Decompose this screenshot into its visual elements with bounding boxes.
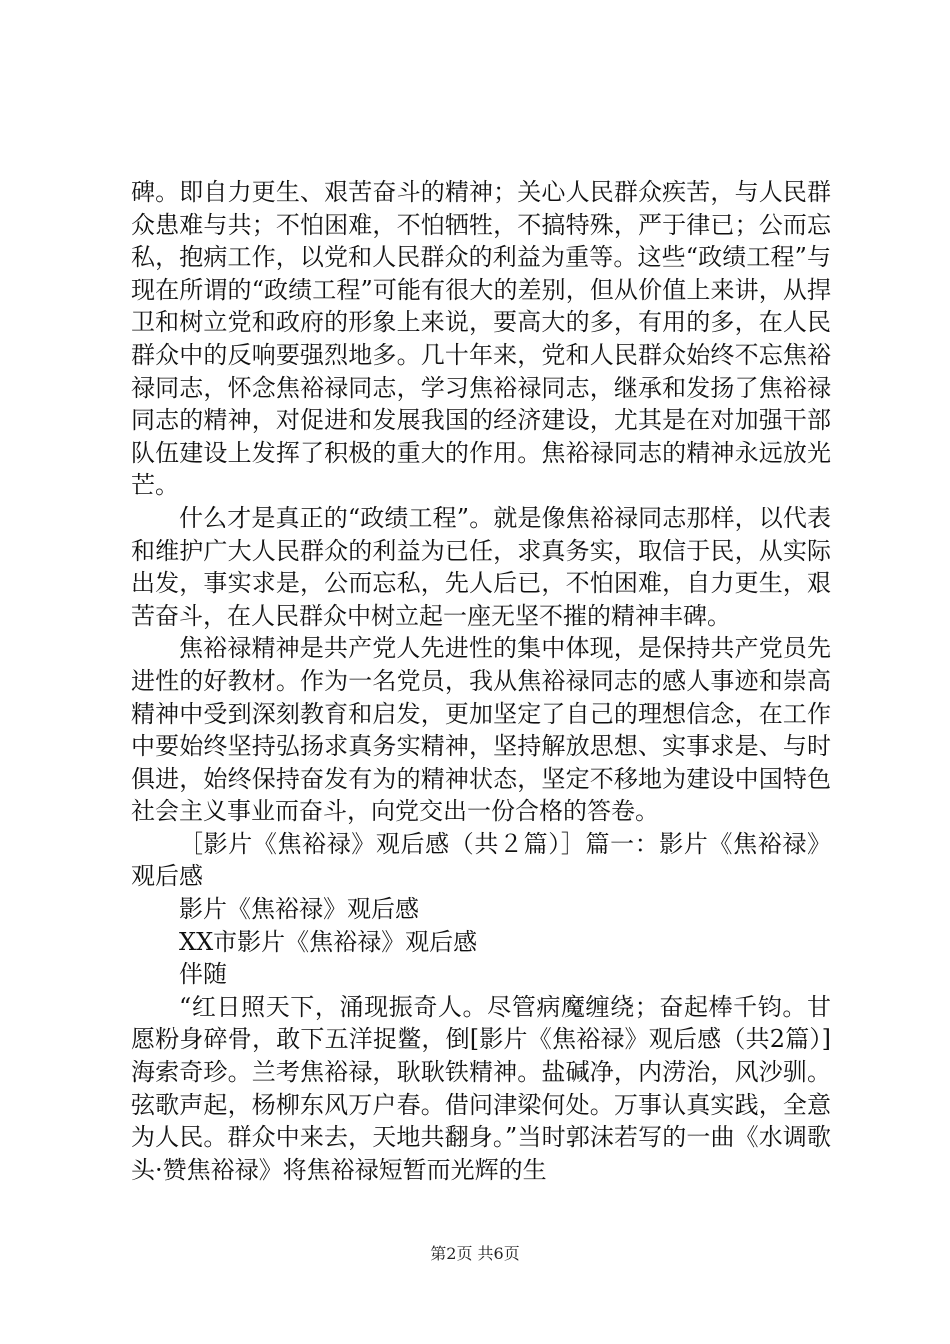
article-title: 影片《焦裕禄》观后感: [179, 895, 419, 924]
paragraph-poem-quote: “红日照天下，涌现振奇人。尽管病魔缠绕；奋起棒千钧。甘愿粉身碎骨，敢下五洋捉鳖，倒[影片《焦裕禄》观后感（共2篇）]海索奇珍。兰考焦裕禄，耿耿铁精神。盐碱净，内涝治，风沙驯。弦歌声起，杨柳东风万户春。借问津梁何处。万事认真实践，全意为人民。群众中来去，天地共翻身。”当时郭沫若写的一曲《水调歌头·赞焦裕禄》将焦裕禄短暂而光辉的生: [131, 992, 831, 1184]
page-footer: 第2页 共6页: [430, 1244, 520, 1263]
document-body: [131, 176, 831, 1186]
paragraph-party-member: 焦裕禄精神是共产党人先进性的集中体现，是保持共产党员先进性的好教材。作为一名党员，我从焦裕禄同志的感人事迹和崇高精神中受到深刻教育和启发，更加坚定了自己的理想信念，在工作中要始终坚持弘扬求真务实精神，坚持解放思想、实事求是、与时俱进，始终保持奋发有为的精神状态，坚定不移地为建设中国特色社会主义事业而奋斗，向党交出一份合格的答卷。: [131, 634, 831, 826]
paragraph-short: 伴随: [179, 960, 227, 989]
paragraph-political-achievement: 什么才是真正的“政绩工程”。就是像焦裕禄同志那样，以代表和维护广大人民群众的利益为已任，求真务实，取信于民，从实际出发，事实求是，公而忘私，先人后已，不怕困难，自力更生，艰苦奋斗，在人民群众中树立起一座无坚不摧的精神丰碑。: [131, 503, 831, 630]
article-subtitle: XX市影片《焦裕禄》观后感: [179, 927, 478, 956]
section-heading: ［影片《焦裕禄》观后感（共２篇）］篇一：影片《焦裕禄》观后感: [131, 829, 831, 891]
paragraph-continuation: 碑。即自力更生、艰苦奋斗的精神；关心人民群众疾苦，与人民群众患难与共；不怕困难，不怕牺牲，不搞特殊，严于律已；公而忘私，抱病工作，以党和人民群众的利益为重等。这些“政绩工程”与现在所谓的“政绩工程”可能有很大的差别，但从价值上来讲，从捍卫和树立党和政府的形象上来说，要高大的多，有用的多，在人民群众中的反响要强烈地多。几十年来，党和人民群众始终不忘焦裕禄同志，怀念焦裕禄同志，学习焦裕禄同志，继承和发扬了焦裕禄同志的精神，对促进和发展我国的经济建设，尤其是在对加强干部队伍建设上发挥了积极的重大的作用。焦裕禄同志的精神永远放光芒。: [131, 178, 831, 500]
